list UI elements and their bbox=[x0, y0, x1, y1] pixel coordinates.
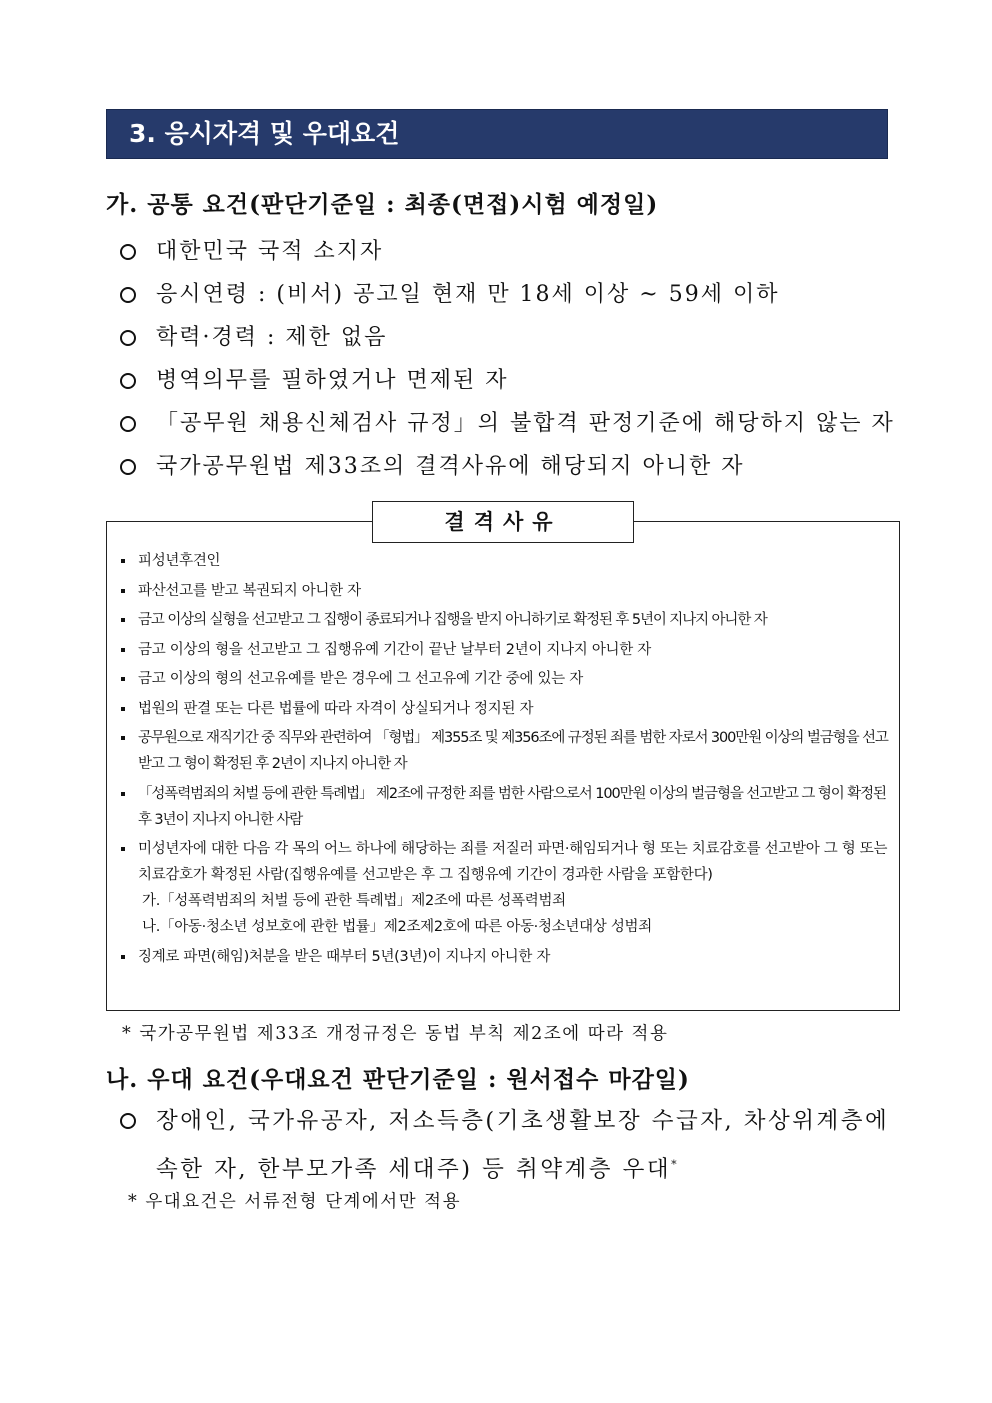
square-bullet-icon bbox=[121, 847, 125, 851]
list-item: 파산선고를 받고 복권되지 아니한 자 bbox=[118, 578, 894, 604]
square-bullet-icon bbox=[121, 955, 125, 959]
circle-bullet-icon bbox=[120, 330, 136, 346]
disqualification-list bbox=[118, 548, 894, 973]
sub-item: 나.「아동·청소년 성보호에 관한 법률」제2조제2호에 따른 아동·청소년대상 성범죄 bbox=[142, 919, 652, 935]
section-title: 3. 응시자격 및 우대요건 bbox=[106, 109, 888, 159]
list-item: 「성폭력범죄의 처벌 등에 관한 특례법」 제2조에 규정한 죄를 범한 사람으로서 100만원 이상의 벌금형을 선고받고 그 형이 확정된 후 3년이 지나지 아니한 사람 bbox=[118, 781, 894, 833]
list-item: 국가공무원법 제33조의 결격사유에 해당되지 아니한 자 bbox=[120, 445, 900, 488]
circle-bullet-icon bbox=[120, 373, 136, 389]
list-item: 금고 이상의 실형을 선고받고 그 집행이 종료되거나 집행을 받지 아니하기로 확정된 후 5년이 지나지 아니한 자 bbox=[118, 607, 894, 633]
square-bullet-icon bbox=[121, 648, 125, 652]
common-requirements-list bbox=[120, 230, 900, 488]
circle-bullet-icon bbox=[120, 459, 136, 475]
footnote-article-33: * 국가공무원법 제33조 개정규정은 동법 부칙 제2조에 따라 적용 bbox=[122, 1024, 669, 1044]
square-bullet-icon bbox=[121, 618, 125, 622]
footnote-preference: * 우대요건은 서류전형 단계에서만 적용 bbox=[128, 1192, 461, 1212]
list-item: 「공무원 채용신체검사 규정」의 불합격 판정기준에 해당하지 않는 자 bbox=[120, 402, 900, 445]
square-bullet-icon bbox=[121, 792, 125, 796]
list-item: 금고 이상의 형의 선고유예를 받은 경우에 그 선고유예 기간 중에 있는 자 bbox=[118, 666, 894, 692]
square-bullet-icon bbox=[121, 559, 125, 563]
common-requirements-heading: 가. 공통 요건(판단기준일 : 최종(면접)시험 예정일) bbox=[106, 191, 659, 218]
square-bullet-icon bbox=[121, 736, 125, 740]
list-item: 학력·경력 : 제한 없음 bbox=[120, 316, 900, 359]
disqualification-title: 결격사유 bbox=[372, 501, 634, 543]
preference-item: 장애인, 국가유공자, 저소득층(기초생활보장 수급자, 차상위계층에 속한 자, 한부모가족 세대주) 등 취약계층 우대* bbox=[120, 1099, 900, 1192]
preference-heading: 나. 우대 요건(우대요건 판단기준일 : 원서접수 마감일) bbox=[106, 1066, 690, 1093]
list-item: 피성년후견인 bbox=[118, 548, 894, 574]
circle-bullet-icon bbox=[120, 287, 136, 303]
list-item: 미성년자에 대한 다음 각 목의 어느 하나에 해당하는 죄를 저질러 파면·해임되거나 형 또는 치료감호를 선고받아 그 형 또는 치료감호가 확정된 사람(집행유예를 선고받은 후 그 집행유예 기간이 경과한 사람을 포함한다) 가.「성폭력범죄의 처벌 등에 관한 특례법」제2조에 따른 성폭력범죄 나.「아동·청소년 성보호에 관한 법률」제2조제2호에 따른 아동·청소년대상 성범죄 bbox=[118, 836, 894, 940]
list-item: 징계로 파면(해임)처분을 받은 때부터 5년(3년)이 지나지 아니한 자 bbox=[118, 944, 894, 970]
sub-item: 가.「성폭력범죄의 처벌 등에 관한 특례법」제2조에 따른 성폭력범죄 bbox=[142, 893, 566, 909]
circle-bullet-icon bbox=[120, 416, 136, 432]
circle-bullet-icon bbox=[120, 244, 136, 260]
square-bullet-icon bbox=[121, 677, 125, 681]
list-item: 금고 이상의 형을 선고받고 그 집행유예 기간이 끝난 날부터 2년이 지나지 아니한 자 bbox=[118, 637, 894, 663]
circle-bullet-icon bbox=[120, 1113, 136, 1129]
square-bullet-icon bbox=[121, 707, 125, 711]
list-item: 병역의무를 필하였거나 면제된 자 bbox=[120, 359, 900, 402]
square-bullet-icon bbox=[121, 589, 125, 593]
list-item: 공무원으로 재직기간 중 직무와 관련하여 「형법」 제355조 및 제356조에 규정된 죄를 범한 자로서 300만원 이상의 벌금형을 선고받고 그 형이 확정된 후 2년이 지나지 아니한 자 bbox=[118, 725, 894, 777]
list-item: 응시연령 : (비서) 공고일 현재 만 18세 이상 ~ 59세 이하 bbox=[120, 273, 900, 316]
list-item: 대한민국 국적 소지자 bbox=[120, 230, 900, 273]
footnote-marker: * bbox=[671, 1158, 680, 1171]
list-item: 법원의 판결 또는 다른 법률에 따라 자격이 상실되거나 정지된 자 bbox=[118, 696, 894, 722]
